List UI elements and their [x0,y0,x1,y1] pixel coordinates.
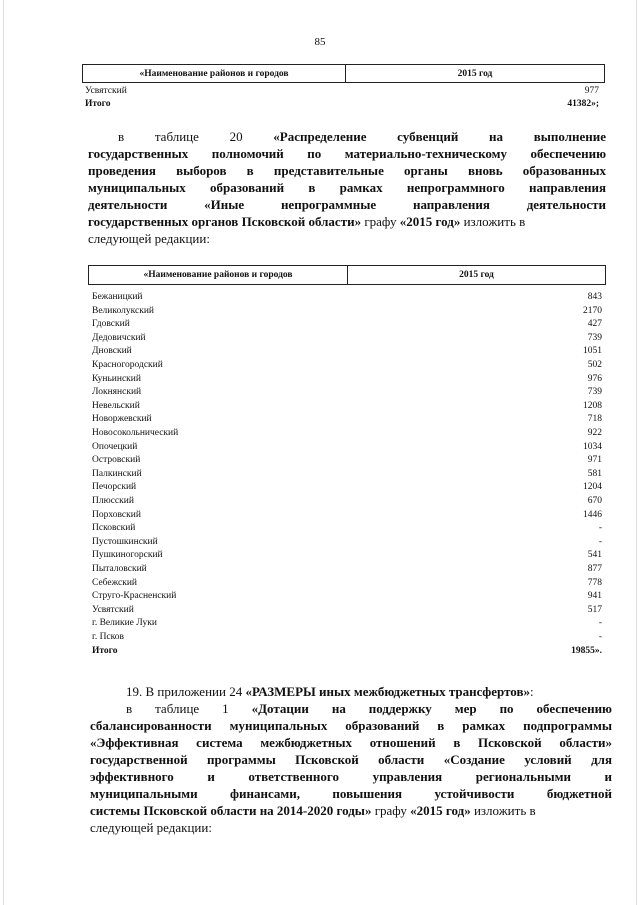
table-row [92,426,602,440]
para1-line2: государственных полномочий по материально-техническому обеспечению [88,146,606,161]
para2-line2: в таблице 1 «Дотации на поддержку мер по обеспечению [126,701,612,716]
table-row [92,412,602,426]
table-row [92,521,602,535]
table-row [92,480,602,494]
para2-line4: «Эффективная система межбюджетных отношений в Псковской области» [90,735,612,750]
table2-col2-header: 2015 год [459,270,494,280]
amount-value: 922 [587,428,602,438]
district-name: Дедовичский [92,332,146,343]
amount-value: 977 [584,86,599,96]
amount-value: 1034 [583,441,602,452]
amount-value: 1051 [583,346,602,357]
district-name: Пустошкинский [92,536,158,547]
district-name: Псковский [92,523,136,534]
table-row [92,562,602,576]
amount-value: 541 [587,550,602,561]
district-name: Себежский [92,577,137,588]
amount-value: 976 [587,373,602,384]
amount-value: 778 [587,577,602,588]
district-name: Великолукский [92,305,155,316]
table-row [92,290,602,304]
table-row [92,385,602,399]
district-name: Гдовский [92,319,130,330]
amount-value: 718 [587,414,602,425]
district-name: Локнянский [92,387,142,398]
district-name: Опочецкий [92,441,138,452]
district-name: Порховский [92,509,141,520]
amount-value: 1204 [583,482,602,493]
district-name: Печорский [92,482,137,493]
para2-line5: государственной программы Псковской области «Создание условий для [90,752,612,767]
amount-value: 2170 [583,305,602,316]
table-row [92,344,602,358]
table-row [92,304,602,318]
table-row [85,84,599,98]
para2-line7: муниципальными финансами, повышения устойчивости бюджетной [90,786,613,801]
district-name: Струго-Красненский [92,591,177,602]
para2-line8: системы Псковской области на 2014-2020 годы» графу «2015 год» изложить в [90,803,536,818]
table-row [92,576,602,590]
district-name: Красногородский [92,360,163,370]
amount-value: 971 [587,455,602,466]
amount-value: 1208 [583,400,602,411]
table2-col1-header: «Наименование районов и городов [89,266,348,284]
amount-value: 670 [587,496,602,506]
paragraph-table20 [88,128,606,247]
para1-line5: деятельности «Иные непрограммные направления деятельности [88,197,607,212]
district-name: Итого [92,645,118,656]
table2-header [88,265,606,285]
para1-line7: следующей редакции: [88,231,210,246]
table-row [92,358,602,372]
amount-value: - [598,618,602,629]
amount-value: 941 [587,591,602,602]
table-row [92,548,602,562]
amount-value: 502 [587,360,602,370]
scan-edge-right [636,0,637,905]
district-name: Итого [85,99,111,109]
amount-value: 427 [587,319,602,330]
district-name: Палкинский [92,468,142,479]
amount-value: 517 [587,604,602,615]
para1-line1: в таблице 20 «Распределение субвенций на выполнение [118,129,607,144]
table-row [92,372,602,386]
amount-value: 843 [587,292,602,302]
district-name: Новоржевский [92,414,152,425]
table-row [92,399,602,413]
amount-value: 19855». [571,645,602,656]
district-name: Пушкиногорский [92,550,163,561]
para1-line3: проведения выборов в представительные органы вновь образованных [88,163,606,178]
district-name: Плюсский [92,496,134,506]
page-number: 85 [314,36,326,48]
district-name: Усвятский [92,604,134,615]
amount-value: - [598,632,602,642]
district-name: Новосокольнический [92,428,179,438]
table1-col1-header: «Наименование районов и городов [83,65,346,82]
table-row [92,494,602,508]
para2-line1: 19. В приложении 24 «РАЗМЕРЫ иных межбюджетных трансфертов»: [126,684,534,699]
district-name: Бежаницкий [92,292,143,302]
table-row [92,589,602,603]
amount-value: - [598,523,602,534]
para2-line9: следующей редакции: [90,820,212,835]
amount-value: 739 [587,387,602,398]
table-row [92,453,602,467]
table-row [92,317,602,331]
amount-value: 581 [587,468,602,479]
table-row [85,97,599,111]
district-name: Пыталовский [92,564,147,574]
district-name: Усвятский [85,86,127,96]
table-row [92,603,602,617]
table-row [92,616,602,630]
table-row [92,467,602,481]
amount-value: 41382»; [567,99,599,109]
district-name: Куньинский [92,373,141,384]
table1-header [82,64,605,83]
amount-value: 877 [587,564,602,574]
amount-value: 739 [587,332,602,343]
table-row [92,508,602,522]
district-name: Островский [92,455,141,466]
amount-value: - [598,536,602,547]
scan-edge-left [3,0,4,905]
table1-col2-header: 2015 год [457,68,493,79]
district-name: г. Псков [92,632,125,642]
table-row [92,535,602,549]
para1-line6: государственных органов Псковской области» графу «2015 год» изложить в [88,214,526,229]
para2-line3: сбалансированности муниципальных образований в рамках подпрограммы [90,718,612,733]
district-name: г. Великие Луки [92,618,157,629]
district-name: Дновский [92,346,132,357]
table-row [92,331,602,345]
paragraph-appendix24 [90,683,612,836]
para1-line4: муниципальных образований в рамках непрограммного направления [88,180,607,195]
amount-value: 1446 [583,509,602,520]
table-row [92,440,602,454]
table-row [92,644,602,658]
para2-line6: эффективного и ответственного управления региональными и [90,769,613,784]
district-name: Невельский [92,400,140,411]
table-row [92,630,602,644]
